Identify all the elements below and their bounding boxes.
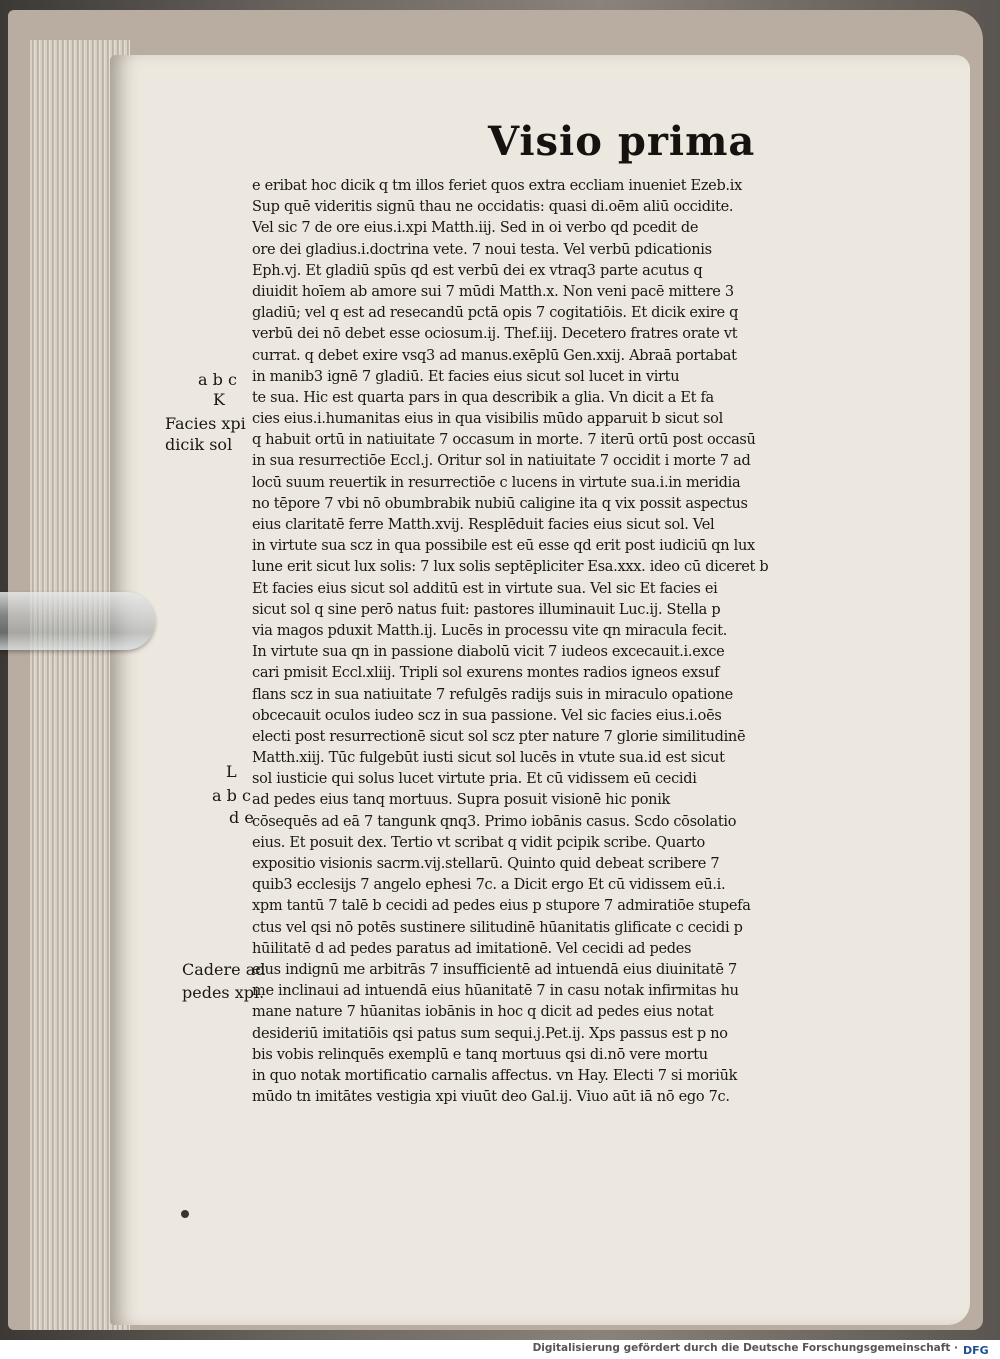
text-line: ctus vel qsi nō potēs sustinere silitudinē hūanitatis glificate c cecidi p: [252, 919, 743, 936]
page-holder-rod: [0, 592, 155, 650]
text-line: ore dei gladius.i.doctrina vete. 7 noui testa. Vel verbū pdicationis: [252, 241, 712, 258]
text-line: flans scz in sua natiuitate 7 refulgēs radijs suis in miraculo opatione: [252, 686, 733, 703]
text-line: q habuit ortū in natiuitate 7 occasum in morte. 7 iterū ortū post occasū: [252, 432, 756, 449]
margin-note-dicitur-sol: dicik sol: [165, 435, 233, 454]
text-line: cari pmisit Eccl.xliij. Tripli sol exurens montes radios igneos exsuf: [252, 665, 720, 682]
margin-note-pedes: pedes xpi.: [182, 983, 265, 1002]
text-line: currat. q debet exire vsq3 ad manus.exēplū Gen.xxij. Abraā portabat: [252, 347, 737, 364]
dfg-logo-text: DFG: [963, 1344, 989, 1356]
text-line: me inclinaui ad intuendā eius hūanitatē 7 in casu notak infirmitas hu: [252, 983, 739, 1000]
margin-note-mark-k: K: [213, 390, 225, 409]
margin-note-letters-2: a b c: [212, 786, 251, 805]
text-line: In virtute sua qn in passione diabolū vicit 7 iudeos excecauit.i.exce: [252, 644, 725, 661]
text-line: cies eius.i.humanitas eius in qua visibilis mūdo apparuit b sicut sol: [252, 411, 723, 428]
margin-note-cadere: Cadere ad: [182, 960, 266, 979]
text-line: Eph.vj. Et gladiū spūs qd est verbū dei ex vtraq3 parte acutus q: [252, 262, 703, 279]
margin-note-facies: Facies xpi: [165, 414, 246, 433]
page-heading: Visio prima: [488, 118, 756, 165]
text-line: te sua. Hic est quarta pars in qua describik a glia. Vn dicit a Et fa: [252, 389, 714, 406]
text-line: desideriū imitatiōis qsi patus sum sequi.j.Pet.ij. Xps passus est p no: [252, 1025, 728, 1042]
text-line: gladiū; vel q est ad resecandū pctā opis 7 cogitatiōis. Et dicik exire q: [252, 305, 739, 322]
main-text-block: [252, 176, 938, 1108]
text-line: in sua resurrectiōe Eccl.j. Oritur sol in natiuitate 7 occidit i morte 7 ad: [252, 453, 751, 470]
text-line: eius indignū me arbitrās 7 insufficientē ad intuendā eius diuinitatē 7: [252, 961, 737, 978]
text-line: sol iusticie qui solus lucet virtute pria. Et cū vidissem eū cecidi: [252, 771, 697, 788]
text-line: Vel sic 7 de ore eius.i.xpi Matth.iij. Sed in oi verbo qd pcedit de: [252, 220, 699, 237]
text-line: cōsequēs ad eā 7 tangunk qnq3. Primo iobānis casus. Scdo cōsolatio: [252, 813, 737, 830]
footer-credit: Digitalisierung gefördert durch die Deutsche Forschungsgemeinschaft ·: [532, 1342, 958, 1354]
text-line: electi post resurrectionē sicut sol scz pter nature 7 glorie similitudinē: [252, 728, 746, 745]
margin-note-letters-3: d e: [229, 808, 254, 827]
text-line: Matth.xiij. Tūc fulgebūt iusti sicut sol lucēs in vtute sua.id est sicut: [252, 750, 725, 767]
text-line: mane nature 7 hūanitas iobānis in hoc q dicit ad pedes eius notat: [252, 1004, 714, 1021]
text-line: eius. Et posuit dex. Tertio vt scribat q vidit pcipik scribe. Quarto: [252, 834, 705, 851]
text-line: via magos pduxit Matth.ij. Lucēs in processu vite qn miracula fecit.: [252, 622, 728, 639]
text-line: Et facies eius sicut sol additū est in virtute sua. Vel sic Et facies ei: [252, 580, 718, 597]
text-line: xpm tantū 7 talē b cecidi ad pedes eius p stupore 7 admiratiōe stupefa: [252, 898, 751, 915]
text-line: hūilitatē d ad pedes paratus ad imitationē. Vel cecidi ad pedes: [252, 940, 692, 957]
text-line: Sup quē videritis signū thau ne occidatis: quasi di.oēm aliū occidite.: [252, 199, 734, 216]
margin-note-letters-1: a b c: [198, 370, 237, 389]
text-line: lune erit sicut lux solis: 7 lux solis septēpliciter Esa.xxx. ideo cū diceret b: [252, 559, 769, 576]
text-line: sicut sol q sine perō natus fuit: pastores illuminauit Luc.ij. Stella p: [252, 601, 721, 618]
text-line: no tēpore 7 vbi nō obumbrabik nubiū caligine ita q vix possit aspectus: [252, 495, 748, 512]
text-line: obcecauit oculos iudeo scz in sua passione. Vel sic facies eius.i.oēs: [252, 707, 722, 724]
text-line: mūdo tn imitātes vestigia xpi viuūt deo Gal.ij. Viuo aūt iā nō ego 7c.: [252, 1089, 730, 1106]
text-line: quib3 ecclesijs 7 angelo ephesi 7c. a Dicit ergo Et cū vidissem eū.i.: [252, 877, 726, 894]
text-line: in virtute sua scz in qua possibile est eū esse qd erit post iudiciū qn lux: [252, 538, 755, 555]
text-line: verbū dei nō debet esse ociosum.ij. Thef.iij. Decetero fratres orate vt: [252, 326, 738, 343]
text-line: in manib3 ignē 7 gladiū. Et facies eius sicut sol lucet in virtu: [252, 368, 680, 385]
dfg-logo-icon: [962, 1343, 994, 1356]
text-line: in quo notak mortificatio carnalis affectus. vn Hay. Electi 7 si moriūk: [252, 1067, 738, 1084]
text-line: bis vobis relinquēs exemplū e tanq mortuus qsi di.nō vere mortu: [252, 1046, 708, 1063]
text-line: ad pedes eius tanq mortuus. Supra posuit visionē hic ponik: [252, 792, 671, 809]
text-line: locū suum reuertik in resurrectiōe c lucens in virtute sua.i.in meridia: [252, 474, 741, 491]
text-line: e eribat hoc dicik q tm illos feriet quos extra eccliam inueniet Ezeb.ix: [252, 178, 742, 194]
margin-note-mark-l: L: [226, 762, 237, 781]
ink-speck: [181, 1210, 189, 1218]
footer-bar: [0, 1340, 1000, 1359]
text-line: eius claritatē ferre Matth.xvij. Resplēduit facies eius sicut sol. Vel: [252, 517, 715, 533]
text-line: diuidit hoīem ab amore sui 7 mūdi Matth.x. Non veni pacē mittere 3: [252, 283, 734, 300]
text-line: expositio visionis sacrm.vij.stellarū. Quinto quid debeat scribere 7: [252, 856, 720, 872]
